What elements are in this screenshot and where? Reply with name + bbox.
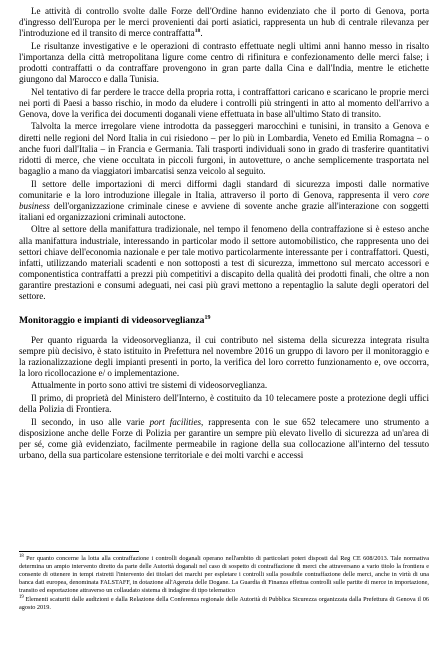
paragraph-route-evasion: Nel tentativo di far perdere le tracce della propria rotta, i contraffattori caricano e scaricano le proprie merci nei porti di Paesi a basso rischio, in modo da eludere i controlli più stringenti in atto al momento dell'arrivo a Genova, dove la verifica dei documenti doganali viene effettuata in base all'ultimo Stato di transito. [19,86,429,119]
footnote-number: 19 [19,595,24,601]
paragraph-text: Il secondo, in uso alle varie [31,416,150,427]
paragraph-text-end: . [200,28,203,39]
footnote-18 [19,555,429,595]
paragraph-text: Le attività di controllo svolte dalle Forze dell'Ordine hanno evidenziato che il porto di Genova, porta d'ingresso dell'Europa per le merci provenienti dai porti asiatici, rappresenta un hub di centrale rilevanza per l'introduzione ed il transito di merce contraffatta [19,6,429,39]
paragraph-text-end: dell'organizzazione criminale cinese e avviene di sovente anche grazie all'interazione con soggetti italiani ed organizzazioni criminali autoctone. [19,200,429,222]
heading-text: Monitoraggio e impianti di videosorveglianza [19,314,205,326]
paragraph-text-end: , rappresenta con le sue 652 telecamere uno strumento a disposizione anche delle Forze di Polizia per garantire un sempre più elevato livello di sicurezza ad un'area di per sé, come già evidenziato, facilmente permeabile in ragione della sua collocazione all'interno del tessuto urbano, della sua particolare estensione territoriale e dei molti varchi e accessi [19,416,429,460]
footnote-number: 18 [19,553,24,559]
paragraph-working-group: Per quanto riguarda la videosorveglianza, il cui contributo nel sistema della sicurezza integrata risulta sempre più decisivo, è stato istituito in Prefettura nel novembre 2016 un gruppo di lavoro per il monitoraggio e la razionalizzazione degli impianti presenti in porto, la verifica del loro corretto funzionamento e, ove occorra, la loro ricollocazione e/ o implementazione. [19,334,429,379]
paragraph-investigative-results: Le risultanze investigative e le operazioni di contrasto effettuate negli ultimi anni hanno messo in risalto l'importanza della città metropolitana ligure come centro di rifinitura e confezionamento delle merci false; i prodotti contraffatti o da contraffare provengono in gran parte dalla Cina e dall'India, mentre le etichette giungono dal Marocco e dalla Tunisia. [19,40,429,85]
paragraph-text: Il settore delle importazioni di merci difformi dagli standard di sicurezza imposti dalle normative comunitarie e la loro introduzione illegale in Italia, attraverso il porto di Genova, rappresenta il vero [19,178,429,200]
section-heading [19,315,429,327]
paragraph-automotive-sector: Oltre al settore della manifattura tradizionale, nel tempo il fenomeno della contraffazione si è esteso anche alla manifattura industriale, interessando in particolar modo il settore automobilistico, che rappresenta uno dei settori chiave dell'economia nazionale e per tale motivo particolarmente interessante per i contraffattori. Questi, infatti, utilizzando materiali scadenti e non sottoposti a test di sicurezza, immettono sul mercato accessori e componentistica contraffatti a prezzi più competitivi a discapito della qualità dei prodotti finali, che oltre a non garantire prestazioni e consumi adeguati, nei casi più gravi mettono a repentaglio la salute degli operatori del settore. [19,224,429,302]
footnotes-section [19,551,429,613]
paragraph-genova-hub [19,6,429,39]
paragraph-first-system: Il primo, di proprietà del Ministero dell'Interno, è costituito da 10 telecamere poste a protezione degli uffici della Polizia di Frontiera. [19,392,429,415]
footnote-ref-19[interactable]: 19 [204,314,211,321]
footnote-divider [19,551,139,552]
paragraph-passenger-transport: Talvolta la merce irregolare viene introdotta da passeggeri marocchini e tunisini, in transito a Genova e diretti nelle regioni del Nord Italia in cui risiedono – per lo più in Lombardia, Veneto ed Emilia Romagna – o anche fuori dall'Italia – in Francia e Germania. Tali trasporti individuali sono in grado di trasferire quantitativi ridotti di merce, che viene occultata in piccoli furgoni, in autovetture, o anche semplicemente trasportata nel bagaglio a mano da viaggiatori imbarcatisi senza veicolo al seguito. [19,121,429,177]
paragraph-emphasis: port facilities [149,416,202,427]
footnote-19 [19,596,429,612]
paragraph-emphasis: core business [19,189,429,211]
paragraph-second-system [19,417,429,462]
paragraph-import-sector [19,179,429,224]
paragraph-three-systems: Attualmente in porto sono attivi tre sistemi di videosorveglianza. [31,380,268,391]
footnote-text: Elementi scaturiti dalle audizioni e dalla Relazione della Conferenza regionale delle Autorità di Pubblica Sicurezza organizzata dalla Prefettura di Genova il 06 agosto 2019. [19,596,429,612]
footnote-ref-18[interactable]: 18 [194,28,201,35]
footnote-text: Per quanto concerne la lotta alla contraffazione i controlli doganali operano nell'ambito di particolari poteri disposti dal Reg CE 608/2013. Tale normativa determina un ampio intervento diretto da parte delle Autorità doganali nel caso di sospetto di contraffazione di merci che attraversano a vario titolo la frontiera e consente di ottenere in tempi ristretti l'intervento dei titolari dei marchi per espletare i controlli sulla possibile contraffazione delle merci, anche in virtù di una banca dati europea, denominata FALSTAFF, in dotazione all'Agenzia delle Dogane. La Guardia di Finanza effettua controlli sulle partite di merce in importazione, transito ed esportazione attraverso un collaudato sistema di indagine di tipo telematico [19,555,429,595]
